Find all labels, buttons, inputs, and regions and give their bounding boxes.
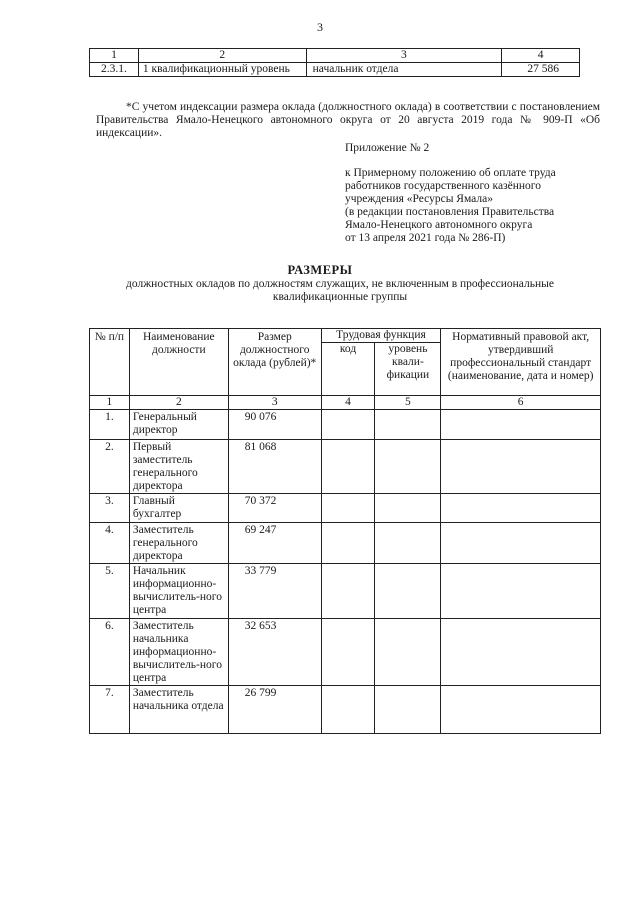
table-row: [90, 686, 601, 734]
row-level: [375, 564, 441, 619]
row-number: 7.: [90, 686, 130, 734]
top-col-2: 2: [138, 49, 306, 63]
table-row: [90, 410, 601, 440]
approval-line: работников государственного казённого: [345, 180, 541, 192]
header-name: Наименование должности: [129, 329, 228, 396]
page-number: 3: [317, 20, 323, 34]
row-level: [375, 619, 441, 686]
top-table-header: [90, 49, 580, 63]
top-table: [89, 48, 580, 77]
row-act: [441, 564, 601, 619]
col-number: 4: [321, 396, 375, 410]
header-code: код: [321, 343, 375, 396]
row-act: [441, 440, 601, 494]
row-act: [441, 410, 601, 440]
col-number: 6: [441, 396, 601, 410]
approval-line: Ямало-Ненецкого автономного округа: [345, 219, 533, 231]
row-act: [441, 686, 601, 734]
col-number: 2: [129, 396, 228, 410]
row-level: [375, 523, 441, 564]
row-code: [321, 410, 375, 440]
header-no: № п/п: [90, 329, 130, 396]
salary-table: [89, 328, 601, 734]
row-salary: 26 799: [228, 686, 321, 734]
document-subheading: [100, 278, 580, 304]
row-act: [441, 619, 601, 686]
row-salary: 90 076: [228, 410, 321, 440]
document-heading: РАЗМЕРЫ: [287, 263, 353, 277]
header-labor-function: Трудовая функция: [321, 329, 441, 343]
top-col-1: 1: [90, 49, 139, 63]
row-code: [321, 686, 375, 734]
row-position: Заместитель начальника отдела: [129, 686, 228, 734]
row-level: [375, 494, 441, 523]
footnote: *С учетом индексации размера оклада (должностного оклада) в соответствии с постановлением Правительства Ямало-Ненецкого автономного округа от 20 августа 2019 года № 909-П «Об индексации».: [96, 101, 600, 139]
row-salary: 33 779: [228, 564, 321, 619]
row-salary: 69 247: [228, 523, 321, 564]
header-salary: Размер должностного оклада (рублей)*: [228, 329, 321, 396]
row-position: Главный бухгалтер: [129, 494, 228, 523]
approval-line: от 13 апреля 2021 года № 286-П): [345, 232, 506, 244]
row-number: 1.: [90, 410, 130, 440]
top-row-num: 2.3.1.: [90, 63, 139, 77]
approval-line: учреждения «Ресурсы Ямала»: [345, 193, 493, 205]
row-position: Первый заместитель генерального директора: [129, 440, 228, 494]
row-number: 3.: [90, 494, 130, 523]
row-act: [441, 523, 601, 564]
table-row: [90, 63, 580, 77]
table-row: [90, 523, 601, 564]
row-position: Заместитель начальника информационно-вычислитель-ного центра: [129, 619, 228, 686]
row-level: [375, 410, 441, 440]
row-code: [321, 523, 375, 564]
row-code: [321, 564, 375, 619]
row-position: Генеральный директор: [129, 410, 228, 440]
row-position: Заместитель генерального директора: [129, 523, 228, 564]
subheading-line: квалификационные группы: [272, 291, 408, 303]
table-row: [90, 440, 601, 494]
appendix-title: Приложение № 2: [345, 142, 430, 154]
row-level: [375, 686, 441, 734]
top-col-3: 3: [306, 49, 501, 63]
top-col-4: 4: [502, 49, 580, 63]
row-code: [321, 494, 375, 523]
approval-line: (в редакции постановления Правительства: [345, 206, 555, 218]
top-row-level: 1 квалификационный уровень: [138, 63, 306, 77]
row-number: 4.: [90, 523, 130, 564]
row-salary: 70 372: [228, 494, 321, 523]
row-position: Начальник информационно-вычислитель-ного центра: [129, 564, 228, 619]
col-number: 5: [375, 396, 441, 410]
column-numbers-row: [90, 396, 601, 410]
row-act: [441, 494, 601, 523]
header-act: Нормативный правовой акт, утвердивший профессиональный стандарт (наименование, дата и номер): [441, 329, 601, 396]
top-row-position: начальник отдела: [306, 63, 501, 77]
table-header-row: [90, 329, 601, 343]
table-row: [90, 564, 601, 619]
table-row: [90, 494, 601, 523]
row-code: [321, 440, 375, 494]
row-number: 2.: [90, 440, 130, 494]
row-number: 5.: [90, 564, 130, 619]
subheading-line: должностных окладов по должностям служащих, не включенным в профессиональные: [126, 278, 554, 290]
appendix-approval: [345, 167, 600, 245]
header-level: уровень квали- фикации: [375, 343, 441, 396]
row-salary: 81 068: [228, 440, 321, 494]
row-number: 6.: [90, 619, 130, 686]
top-row-salary: 27 586: [502, 63, 580, 77]
approval-line: к Примерному положению об оплате труда: [345, 167, 556, 179]
row-level: [375, 440, 441, 494]
row-salary: 32 653: [228, 619, 321, 686]
row-code: [321, 619, 375, 686]
table-row: [90, 619, 601, 686]
col-number: 1: [90, 396, 130, 410]
col-number: 3: [228, 396, 321, 410]
